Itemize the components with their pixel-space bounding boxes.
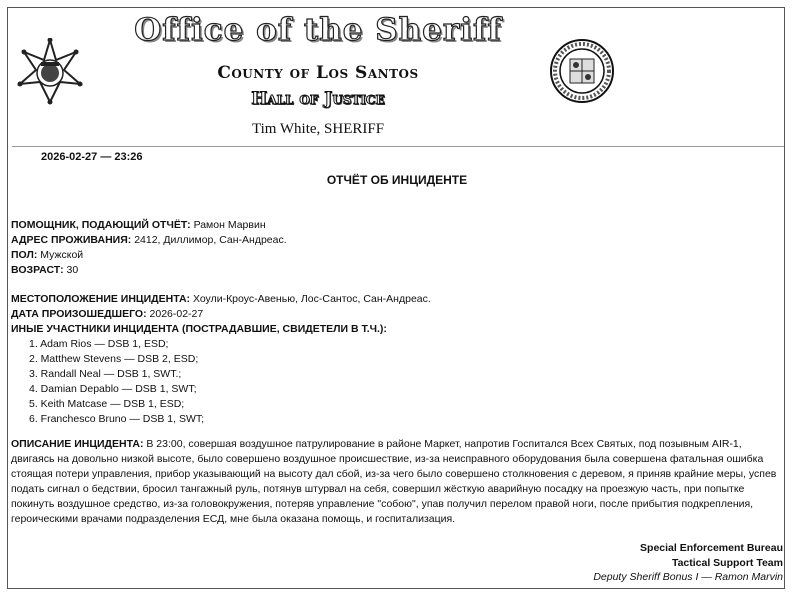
list-item: 6. Franchesco Bruno — DSB 1, SWT; bbox=[29, 413, 205, 425]
age-label: ВОЗРАСТ: bbox=[11, 264, 64, 276]
incident-description bbox=[11, 437, 783, 527]
date-label: ДАТА ПРОИЗОШЕДШЕГО: bbox=[11, 308, 147, 320]
report-datetime: 2026-02-27 — 23:26 bbox=[41, 151, 143, 163]
signature-block bbox=[593, 541, 783, 585]
location-line bbox=[11, 292, 783, 307]
participants-label: ИНЫЕ УЧАСТНИКИ ИНЦИДЕНТА (ПОСТРАДАВШИЕ, СВИДЕТЕЛИ В Т.Ч.): bbox=[11, 323, 387, 335]
address-line bbox=[11, 233, 783, 248]
sex-value: Мужской bbox=[40, 249, 84, 261]
sheriff-name: Tim White, SHERIFF bbox=[251, 121, 385, 137]
address-value: 2412, Диллимор, Сан-Андреас. bbox=[134, 234, 287, 246]
list-item: 2. Matthew Stevens — DSB 2, ESD; bbox=[29, 353, 199, 365]
address-label: АДРЕС ПРОЖИВАНИЯ: bbox=[11, 234, 132, 246]
date-line bbox=[11, 307, 783, 322]
list-item: 3. Randall Neal — DSB 1, SWT.; bbox=[29, 368, 182, 380]
header-divider bbox=[12, 146, 784, 147]
reporter-label: ПОМОЩНИК, ПОДАЮЩИЙ ОТЧЁТ: bbox=[11, 219, 191, 231]
age-value: 30 bbox=[66, 264, 79, 276]
sex-label: ПОЛ: bbox=[11, 249, 38, 261]
sex-line bbox=[11, 248, 783, 263]
county-title: County of Los Santos bbox=[217, 63, 419, 83]
list-item: 5. Keith Matcase — DSB 1, ESD; bbox=[29, 398, 185, 410]
date-value: 2026-02-27 bbox=[149, 308, 204, 320]
list-item: 1. Adam Rios — DSB 1, ESD; bbox=[29, 338, 169, 350]
team-name: Tactical Support Team bbox=[671, 556, 783, 569]
location-label: МЕСТОПОЛОЖЕНИЕ ИНЦИДЕНТА: bbox=[11, 293, 191, 305]
report-fields bbox=[11, 218, 783, 427]
author-signature: Deputy Sheriff Bonus I — Ramon Marvin bbox=[593, 571, 783, 583]
participants-list bbox=[11, 337, 783, 427]
reporter-value: Рамон Марвин bbox=[193, 219, 266, 231]
hall-text: Hall of Justice bbox=[251, 89, 385, 109]
location-value: Хоули-Кроус-Авенью, Лос-Сантос, Сан-Андреас. bbox=[192, 293, 431, 305]
description-text: В 23:00, совершая воздушное патрулирование в районе Маркет, напротив Госпитался Всех Святых, под позывным AIR-1, двигаясь на довольно низкой высоте, было совершено воздушное происшествие, из-за неисправного оборудования была совершена фатальная ошибка стоящая потери управления, прибор указывающий на высоту дал сбой, из-за чего было совершено столкновения с деревом, я приняв крайние меры, успев подать сигнал о бедствии, бросил тангажный руль, потянув штурвал на себя, совершил жёсткую аварийную посадку на проезжую часть, при попытке покинуть воздушное средство, из-за головокружения, потеряв управление "собою", упав получил перелом правой ноги, после прибытия подкрепления, героическими врачами подразделения ЕСД, мне была оказана помощь, и госпитализация. bbox=[11, 438, 777, 525]
participants-line bbox=[11, 322, 783, 337]
hall-of-justice-title bbox=[0, 89, 636, 109]
age-line bbox=[11, 263, 783, 278]
report-title: ОТЧЁТ ОБ ИНЦИДЕНТЕ bbox=[326, 173, 468, 187]
description-label: ОПИСАНИЕ ИНЦИДЕНТА: bbox=[11, 438, 144, 450]
list-item: 4. Damian Depablo — DSB 1, SWT; bbox=[29, 383, 197, 395]
reporter-line bbox=[11, 218, 783, 233]
bureau-name: Special Enforcement Bureau bbox=[640, 542, 783, 554]
office-title: Office of the Sheriff bbox=[134, 12, 502, 48]
